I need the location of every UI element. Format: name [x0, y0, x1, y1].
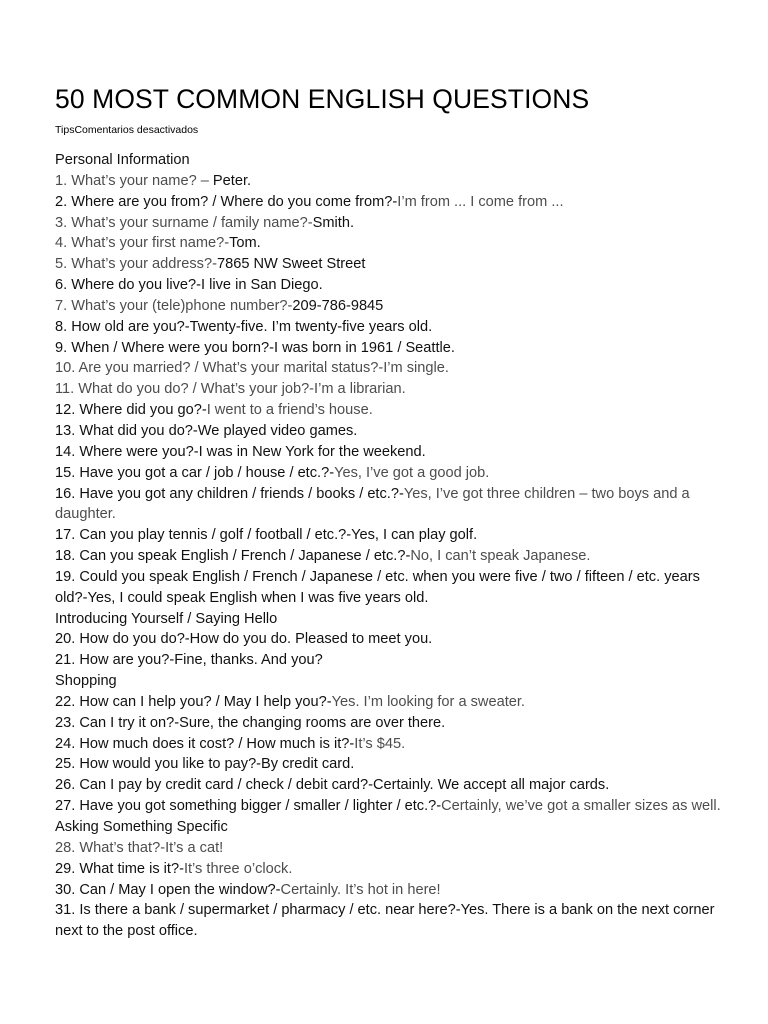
question-item [55, 734, 725, 755]
section-heading: Shopping [55, 673, 117, 690]
question-text: 17. Can you play tennis / golf / football / etc.?- [55, 527, 352, 544]
answer-text: Yes, I’ve got three children – two boys and a daughter. [55, 485, 690, 523]
question-text: 25. How would you like to pay?- [55, 756, 262, 773]
answer-text: I’m a librarian. [314, 381, 406, 398]
question-item [55, 400, 725, 421]
page-title: 50 MOST COMMON ENGLISH QUESTIONS [55, 84, 590, 114]
question-item [55, 317, 725, 338]
question-item [55, 421, 725, 442]
section-heading: Asking Something Specific [55, 819, 228, 835]
question-text: 8. How old are you?- [55, 318, 190, 335]
question-item [55, 629, 725, 650]
question-text: 19. Could you speak English / French / Japanese / etc. when you were five / two / fifteen / etc. years old?- [55, 568, 700, 606]
question-text: 24. How much does it cost? / How much is it?- [55, 735, 355, 752]
question-item [55, 546, 725, 567]
section-heading: Personal Information [55, 152, 190, 168]
question-text: 20. How do you do?- [55, 631, 190, 648]
question-item [55, 358, 725, 379]
question-text: 15. Have you got a car / job / house / etc.?- [55, 464, 335, 481]
question-text: 6. Where do you live?- [55, 277, 202, 294]
answer-text: Smith. [312, 214, 355, 231]
question-item [55, 775, 725, 796]
question-text: 1. What’s your name? – [55, 172, 213, 189]
question-item [55, 296, 725, 317]
question-item [55, 900, 725, 942]
answer-text: Yes, I could speak English when I was five years old. [87, 589, 429, 606]
question-text: 29. What time is it?- [55, 860, 184, 877]
question-item [55, 192, 725, 213]
question-item [55, 171, 725, 192]
question-text: 5. What’s your address?- [55, 256, 217, 273]
question-text: 16. Have you got any children / friends / books / etc.?- [55, 485, 404, 502]
question-item [55, 484, 725, 526]
question-text: 31. Is there a bank / supermarket / pharmacy / etc. near here?- [55, 902, 461, 919]
answer-text: I was in New York for the weekend. [198, 443, 426, 460]
answer-text: It’s $45. [354, 735, 406, 752]
answer-text: Peter. [212, 172, 252, 189]
question-item [55, 859, 725, 880]
question-text: 12. Where did you go?- [55, 402, 207, 419]
question-item [55, 442, 725, 463]
question-text: 28. What’s that?- [55, 839, 166, 856]
answer-text: 7865 NW Sweet Street [216, 256, 366, 273]
question-text: 11. What do you do? / What’s your job?- [55, 381, 315, 398]
question-text: 2. Where are you from? / Where do you come from?- [55, 193, 398, 210]
question-item [55, 650, 725, 671]
question-item [55, 463, 725, 484]
answer-text: Tom. [229, 235, 261, 252]
question-text: 27. Have you got something bigger / smaller / lighter / etc.?- [55, 798, 442, 815]
question-item [55, 838, 725, 859]
post-meta: TipsComentarios desactivados [55, 124, 199, 136]
answer-text: Fine, thanks. And you? [174, 652, 323, 669]
question-list [55, 150, 725, 942]
answer-text: I’m from ... I come from ... [397, 193, 564, 210]
question-text: 18. Can you speak English / French / Japanese / etc.?- [55, 548, 411, 565]
answer-text: Sure, the changing rooms are over there. [179, 714, 446, 731]
question-text: 4. What’s your first name?- [55, 235, 230, 252]
answer-text: We played video games. [197, 422, 358, 439]
question-item [55, 338, 725, 359]
question-text: 21. How are you?- [55, 652, 175, 669]
question-item [55, 213, 725, 234]
answer-text: Yes, I’ve got a good job. [334, 464, 490, 481]
answer-text: It’s three o’clock. [183, 860, 293, 877]
answer-text: I’m single. [383, 360, 449, 377]
question-item [55, 754, 725, 775]
answer-text: It’s a cat! [165, 839, 224, 856]
answer-text: 209-786-9845 [292, 297, 384, 314]
question-item [55, 275, 725, 296]
question-item [55, 567, 725, 609]
question-text: 3. What’s your surname / family name?- [55, 214, 313, 231]
answer-text: Yes. There is a bank on the next corner next to the post office. [55, 902, 715, 940]
question-item [55, 796, 725, 817]
question-item [55, 692, 725, 713]
answer-text: I was born in 1961 / Seattle. [274, 339, 455, 356]
answer-text: By credit card. [261, 756, 355, 773]
answer-text: Certainly, we’ve got a smaller sizes as well. [441, 798, 721, 815]
answer-text: Twenty-five. I’m twenty-five years old. [189, 318, 433, 335]
answer-text: I live in San Diego. [201, 277, 323, 294]
answer-text: No, I can’t speak Japanese. [410, 548, 591, 565]
question-item [55, 525, 725, 546]
answer-text: I went to a friend’s house. [206, 402, 373, 419]
question-item [55, 880, 725, 901]
answer-text: How do you do. Pleased to meet you. [189, 631, 433, 648]
question-text: 14. Where were you?- [55, 443, 199, 460]
answer-text: Certainly. We accept all major cards. [372, 777, 610, 794]
question-text: 23. Can I try it on?- [55, 714, 180, 731]
question-text: 7. What’s your (tele)phone number?- [55, 297, 293, 314]
question-text: 10. Are you married? / What’s your marital status?- [55, 360, 384, 377]
answer-text: Yes. I’m looking for a sweater. [331, 693, 525, 710]
question-item [55, 254, 725, 275]
question-text: 26. Can I pay by credit card / check / debit card?- [55, 777, 373, 794]
question-item [55, 233, 725, 254]
question-text: 22. How can I help you? / May I help you?- [55, 693, 332, 710]
question-item [55, 713, 725, 734]
question-item [55, 379, 725, 400]
question-text: 30. Can / May I open the window?- [55, 881, 281, 898]
section-heading: Introducing Yourself / Saying Hello [55, 610, 278, 627]
question-text: 9. When / Where were you born?- [55, 339, 275, 356]
answer-text: Yes, I can play golf. [351, 527, 478, 544]
answer-text: Certainly. It’s hot in here! [280, 881, 441, 898]
question-text: 13. What did you do?- [55, 422, 198, 439]
